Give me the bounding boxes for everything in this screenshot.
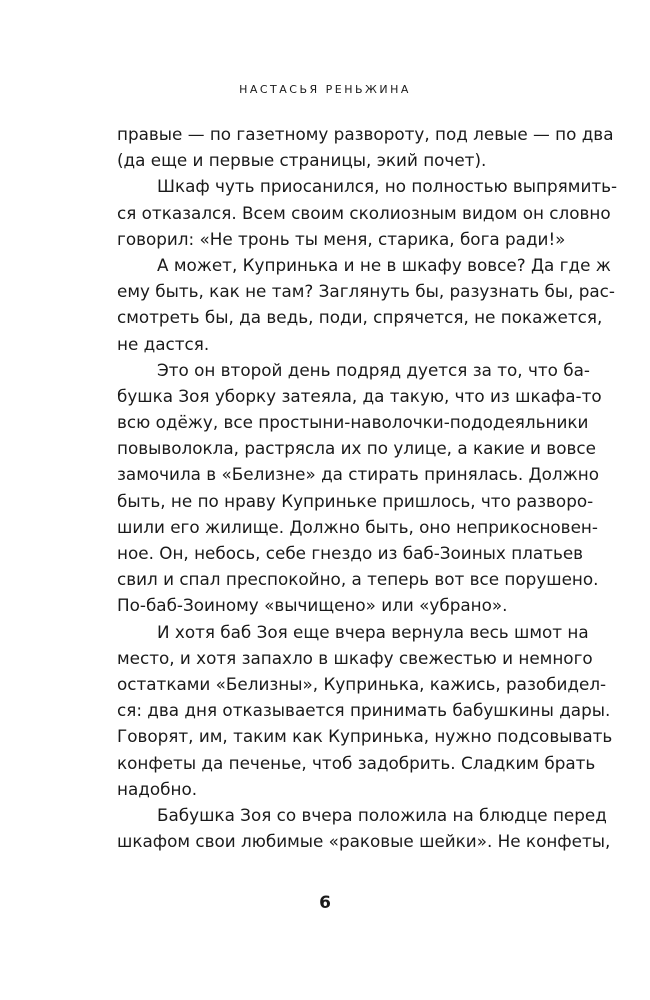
text-line: говорил: «Не тронь ты меня, старика, бога ради!» (117, 228, 566, 249)
text-line: (да еще и первые страницы, экий почет). (117, 150, 487, 171)
text-line: бушка Зоя уборку затеяла, да такую, что из шкафа-то (117, 385, 602, 406)
text-line: Бабушка Зоя со вчера положила на блюдце перед (157, 804, 607, 825)
text-line: Шкаф чуть приосанился, но полностью выпрямить- (157, 176, 618, 197)
text-line: ное. Он, небось, себе гнездо из баб-Зоиных платьев (117, 543, 584, 563)
page-number: 6 (319, 893, 331, 913)
text-line: свил и спал преспокойно, а теперь вот все порушено. (117, 569, 599, 590)
text-line: конфеты да печенье, чтоб задобрить. Сладким брать (117, 752, 596, 773)
text-line: И хотя баб Зоя еще вчера вернула весь шмот на (157, 621, 589, 642)
text-line: ся отказался. Всем своим сколиозным видом он словно (117, 202, 611, 223)
text-line: смотреть бы, да ведь, поди, спрячется, не покажется, (117, 307, 603, 328)
text-line: ся: два дня отказывается принимать бабушкины дары. (117, 700, 611, 721)
text-line: шкафом свои любимые «раковые шейки». Не конфеты, (117, 831, 611, 852)
text-line: всю одёжу, все простыни-наволочки-пододеяльники (117, 412, 589, 433)
text-line: Говорят, им, таким как Купринька, нужно подсовывать (117, 726, 613, 747)
text-line: правые — по газетному развороту, под левые — по два (117, 124, 614, 144)
text-line: Это он второй день подряд дуется за то, что ба- (157, 359, 590, 380)
text-line: надобно. (117, 778, 198, 799)
text-line: По-баб-Зоиному «вычищено» или «убрано». (117, 595, 508, 616)
text-line: ему быть, как не там? Заглянуть бы, разузнать бы, рас- (117, 281, 615, 302)
text-line: остатками «Белизны», Купринька, кажись, разобидел- (117, 673, 607, 694)
running-head: НАСТАСЬЯ РЕНЬЖИНА (239, 83, 411, 96)
text-line: А может, Купринька и не в шкафу вовсе? Да где ж (157, 254, 611, 275)
text-line: быть, не по нраву Куприньке пришлось, что разворо- (117, 490, 594, 511)
text-line: шили его жилище. Должно быть, оно неприкосновен- (117, 516, 598, 537)
text-line: место, и хотя запахло в шкафу свежестью и немного (117, 647, 593, 668)
text-line: не дастся. (117, 333, 210, 354)
text-line: повыволокла, растрясла их по улице, а какие и вовсе (117, 438, 596, 459)
text-line: замочила в «Белизне» да стирать принялась. Должно (117, 464, 599, 485)
body-text (117, 121, 618, 854)
